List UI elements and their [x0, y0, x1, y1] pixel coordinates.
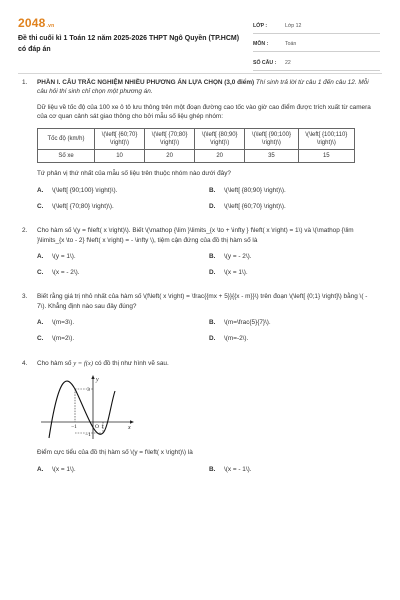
- answer-options: [37, 465, 378, 474]
- option-text: \(m=-2\).: [224, 335, 249, 343]
- option-text: \(y = - 2\).: [224, 252, 252, 260]
- site-logo[interactable]: [18, 15, 54, 32]
- meta-info: [253, 20, 380, 76]
- meta-key: LỚP :: [253, 22, 268, 29]
- meta-value: Lớp 12: [285, 22, 302, 29]
- option-letter: C.: [37, 269, 44, 277]
- question-text: Điểm cực tiểu của đồ thị hàm số \(y = f\left( x \right)\) là: [37, 449, 193, 457]
- graph-svg: [37, 373, 137, 441]
- table-cell: 20: [145, 150, 195, 163]
- option-text: \(\left[ {90;100} \right)\).: [52, 186, 118, 194]
- part-description: Thí sinh trả lời từ câu 1 đến câu 12. Mỗi câu hỏi thí sinh chỉ chọn một phương án.: [37, 79, 369, 96]
- option-letter: D.: [209, 335, 216, 343]
- table-cell: \(\left[ {80;90} \right)\): [195, 129, 245, 150]
- meta-key: MÔN :: [253, 41, 269, 48]
- option-letter: D.: [209, 269, 216, 277]
- part-heading: [37, 78, 378, 97]
- option-text: \(\left[ {80;90} \right)\).: [224, 186, 286, 194]
- option-letter: B.: [209, 252, 216, 260]
- x-axis-label: x: [128, 425, 131, 432]
- y-axis-label: y: [96, 377, 99, 384]
- answer-options: [37, 318, 378, 344]
- option-d[interactable]: [209, 334, 359, 343]
- option-b[interactable]: [209, 186, 359, 195]
- option-letter: D.: [209, 202, 216, 210]
- table-cell: \(\left[ {100;110} \right)\): [298, 129, 354, 150]
- question-3: [22, 292, 378, 343]
- question-number: 1.: [22, 79, 28, 86]
- table-cell: \(\left[ {90;100} \right)\): [245, 129, 298, 150]
- option-c[interactable]: [37, 202, 209, 211]
- document-title: Đề thi cuối kì 1 Toán 12 năm 2025-2026 THPT Ngô Quyền (TP.HCM) có đáp án: [18, 35, 240, 53]
- option-a[interactable]: [37, 186, 209, 195]
- question-number: 4.: [22, 359, 28, 367]
- header-divider: [18, 73, 382, 74]
- option-c[interactable]: [37, 268, 209, 277]
- table-cell: 35: [245, 150, 298, 163]
- question-intro: Dữ liệu về tốc độ của 100 xe ô tô lưu thông trên một đoạn đường cao tốc vào giờ cao điểm được trích xuất từ camera của cơ quan cảnh sát giao thông cho bởi mẫu số liệu ghép nhóm:: [37, 103, 371, 120]
- origin-label: O: [95, 424, 99, 431]
- y-axis-arrow-icon: [91, 375, 94, 379]
- option-c[interactable]: [37, 334, 209, 343]
- option-b[interactable]: [209, 318, 359, 327]
- x-axis-arrow-icon: [130, 420, 134, 423]
- table-header-cell: Tốc độ (km/h): [38, 129, 95, 150]
- tick-label: 1: [101, 424, 104, 431]
- option-a[interactable]: [37, 318, 209, 327]
- table-header-cell: Số xe: [38, 150, 95, 163]
- option-letter: C.: [37, 202, 44, 210]
- question-text-part: có đồ thị như hình vẽ sau.: [93, 359, 169, 367]
- option-letter: A.: [37, 186, 44, 194]
- option-d[interactable]: [209, 268, 359, 277]
- option-letter: C.: [37, 335, 44, 343]
- option-text: \(x = 1\).: [224, 269, 248, 277]
- meta-value: 22: [285, 59, 291, 66]
- option-letter: A.: [37, 465, 44, 473]
- option-text: \(x = - 2\).: [52, 269, 80, 277]
- tick-label: −1: [85, 432, 91, 439]
- question-number: 2.: [22, 227, 28, 235]
- logo-suffix: .vn: [46, 23, 55, 29]
- meta-value: Toán: [285, 41, 297, 48]
- option-text: \(\left[ {60;70} \right)\).: [224, 202, 286, 210]
- table-cell: 15: [298, 150, 354, 163]
- option-text: \(x = 1\).: [52, 465, 76, 473]
- question-text: [37, 359, 378, 369]
- function-graph: [37, 373, 378, 444]
- question-text: Cho hàm số \(y = f\left( x \right)\). Biết \(\mathop {\lim }\limits_{x \to + \infty } f\left( x \right) = 1\) và \(\mathop {\lim }\limits_{x \to - 2} f\left( x \right) = - \infty \), tiệm cận đứng của đồ thị hàm số là: [37, 227, 354, 244]
- question-function: y = f(x): [73, 359, 94, 367]
- option-text: \(x = - 1\).: [224, 465, 252, 473]
- question-text: Tứ phân vị thứ nhất của mẫu số liệu trên thuộc nhóm nào dưới đây?: [37, 170, 231, 178]
- option-letter: B.: [209, 186, 216, 194]
- option-letter: A.: [37, 252, 44, 260]
- table-cell: 20: [195, 150, 245, 163]
- table-row: [38, 150, 355, 163]
- question-text: Biết rằng giá trị nhỏ nhất của hàm số \(f\left( x \right) = \frac{{mx + 5}}{{x - m}}\) trên đoạn \(\left[ {0;1} \right]\) bằng \( - 7\). Khẳng định nào sau đây đúng?: [37, 293, 368, 310]
- table-cell: \(\left[ {60;70} \right)\): [95, 129, 145, 150]
- document-header: [18, 10, 382, 72]
- logo-text: 2048: [18, 16, 46, 30]
- option-letter: A.: [37, 318, 44, 326]
- option-text: \(m=\frac{5}{7}\).: [224, 318, 271, 326]
- option-text: \(\left[ {70;80} \right)\).: [52, 202, 114, 210]
- option-letter: B.: [209, 465, 216, 473]
- meta-key: SỐ CÂU :: [253, 59, 277, 66]
- option-letter: B.: [209, 318, 216, 326]
- option-d[interactable]: [209, 202, 359, 211]
- option-text: \(m=2\).: [52, 335, 75, 343]
- frequency-table: [37, 128, 355, 163]
- option-a[interactable]: [37, 252, 209, 261]
- tick-label: 3: [87, 387, 90, 394]
- meta-row-class: [253, 20, 380, 34]
- question-text-part: Cho hàm số: [37, 359, 74, 367]
- question-4: [22, 359, 378, 474]
- option-b[interactable]: [209, 465, 359, 474]
- tick-label: −1: [71, 424, 77, 431]
- option-a[interactable]: [37, 465, 209, 474]
- part-title: PHẦN I. CÂU TRẮC NGHIỆM NHIỀU PHƯƠNG ÁN LỰA CHỌN (3,0 điểm): [37, 79, 255, 86]
- question-1: [22, 78, 378, 211]
- answer-options: [37, 186, 378, 212]
- question-2: [22, 226, 378, 277]
- question-number: 3.: [22, 293, 28, 301]
- meta-row-count: [253, 57, 380, 71]
- meta-row-subject: [253, 39, 380, 53]
- answer-options: [37, 252, 378, 278]
- table-cell: 10: [95, 150, 145, 163]
- function-curve: [49, 381, 115, 438]
- table-row: [38, 129, 355, 150]
- table-cell: \(\left[ {70;80} \right)\): [145, 129, 195, 150]
- option-text: \(y = 1\).: [52, 252, 76, 260]
- option-b[interactable]: [209, 252, 359, 261]
- question-list: [22, 78, 378, 474]
- option-text: \(m=3\).: [52, 318, 75, 326]
